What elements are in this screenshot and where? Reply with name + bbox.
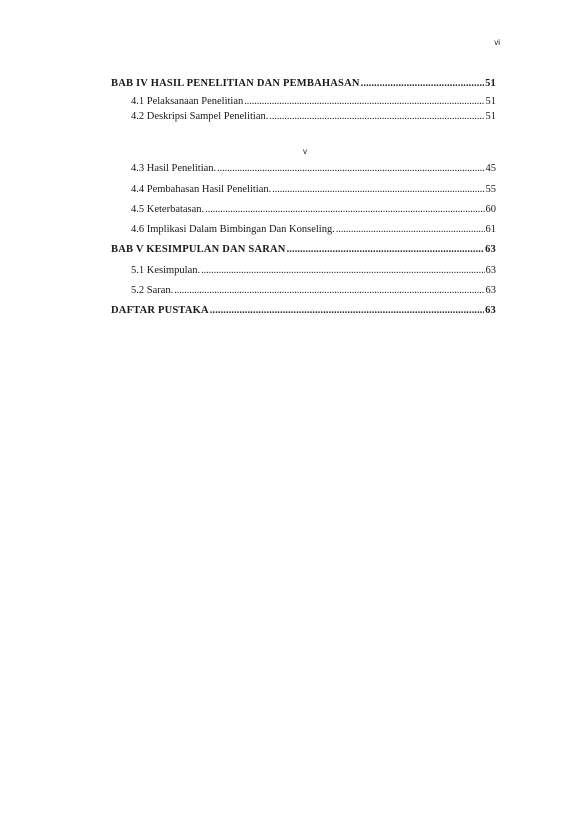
toc-entry-daftar-pustaka [111, 304, 496, 317]
toc-entry-bab-iv [111, 77, 496, 90]
leader-dots [336, 223, 485, 236]
leader-dots [174, 284, 484, 297]
toc-entry-bab-v [111, 243, 496, 256]
leader-dots [244, 95, 484, 108]
toc-entry-5-1 [131, 264, 496, 277]
toc-entry-page: 63 [485, 305, 496, 316]
toc-entry-title: 4.5 Keterbatasan. [131, 204, 205, 215]
leader-dots [361, 77, 484, 90]
toc-entry-page: 51 [485, 78, 496, 89]
toc-entry-page: 61 [485, 224, 496, 235]
toc-entry-title: DAFTAR PUSTAKA [111, 305, 209, 316]
toc-entry-title: 4.2 Deskripsi Sampel Penelitian. [131, 111, 269, 122]
toc-entry-title: 5.1 Kesimpulan. [131, 265, 201, 276]
toc-entry-5-2 [131, 284, 496, 297]
toc-entry-page: 63 [485, 244, 496, 255]
leader-dots [217, 162, 484, 175]
leader-dots [287, 243, 485, 256]
toc-entry-4-4 [131, 183, 496, 196]
toc-entry-title: 4.3 Hasil Penelitian. [131, 163, 217, 174]
toc-entry-4-3 [131, 162, 496, 175]
toc-entry-4-1 [131, 95, 496, 108]
toc-entry-page: 55 [485, 184, 496, 195]
leader-dots [205, 203, 484, 216]
toc-entry-4-2 [131, 110, 496, 123]
leader-dots [201, 264, 484, 277]
page-number: vi [494, 38, 500, 47]
toc-entry-title: 4.6 Implikasi Dalam Bimbingan Dan Konseling. [131, 224, 335, 235]
mid-page-number: v [303, 147, 307, 156]
toc-entry-title: BAB V KESIMPULAN DAN SARAN [111, 244, 286, 255]
leader-dots [210, 304, 484, 317]
toc-entry-title: BAB IV HASIL PENELITIAN DAN PEMBAHASAN [111, 78, 360, 89]
leader-dots [269, 110, 484, 123]
toc-entry-page: 51 [485, 111, 496, 122]
toc-entry-title: 5.2 Saran. [131, 285, 174, 296]
toc-entry-page: 63 [485, 285, 496, 296]
toc-entry-4-6 [131, 223, 496, 236]
toc-entry-4-5 [131, 203, 496, 216]
toc-entry-page: 51 [485, 96, 496, 107]
toc-entry-page: 45 [485, 163, 496, 174]
toc-entry-title: 4.1 Pelaksanaan Penelitian [131, 96, 244, 107]
toc-entry-page: 63 [485, 265, 496, 276]
toc-entry-page: 60 [485, 204, 496, 215]
leader-dots [272, 183, 484, 196]
toc-entry-title: 4.4 Pembahasan Hasil Penelitian. [131, 184, 272, 195]
